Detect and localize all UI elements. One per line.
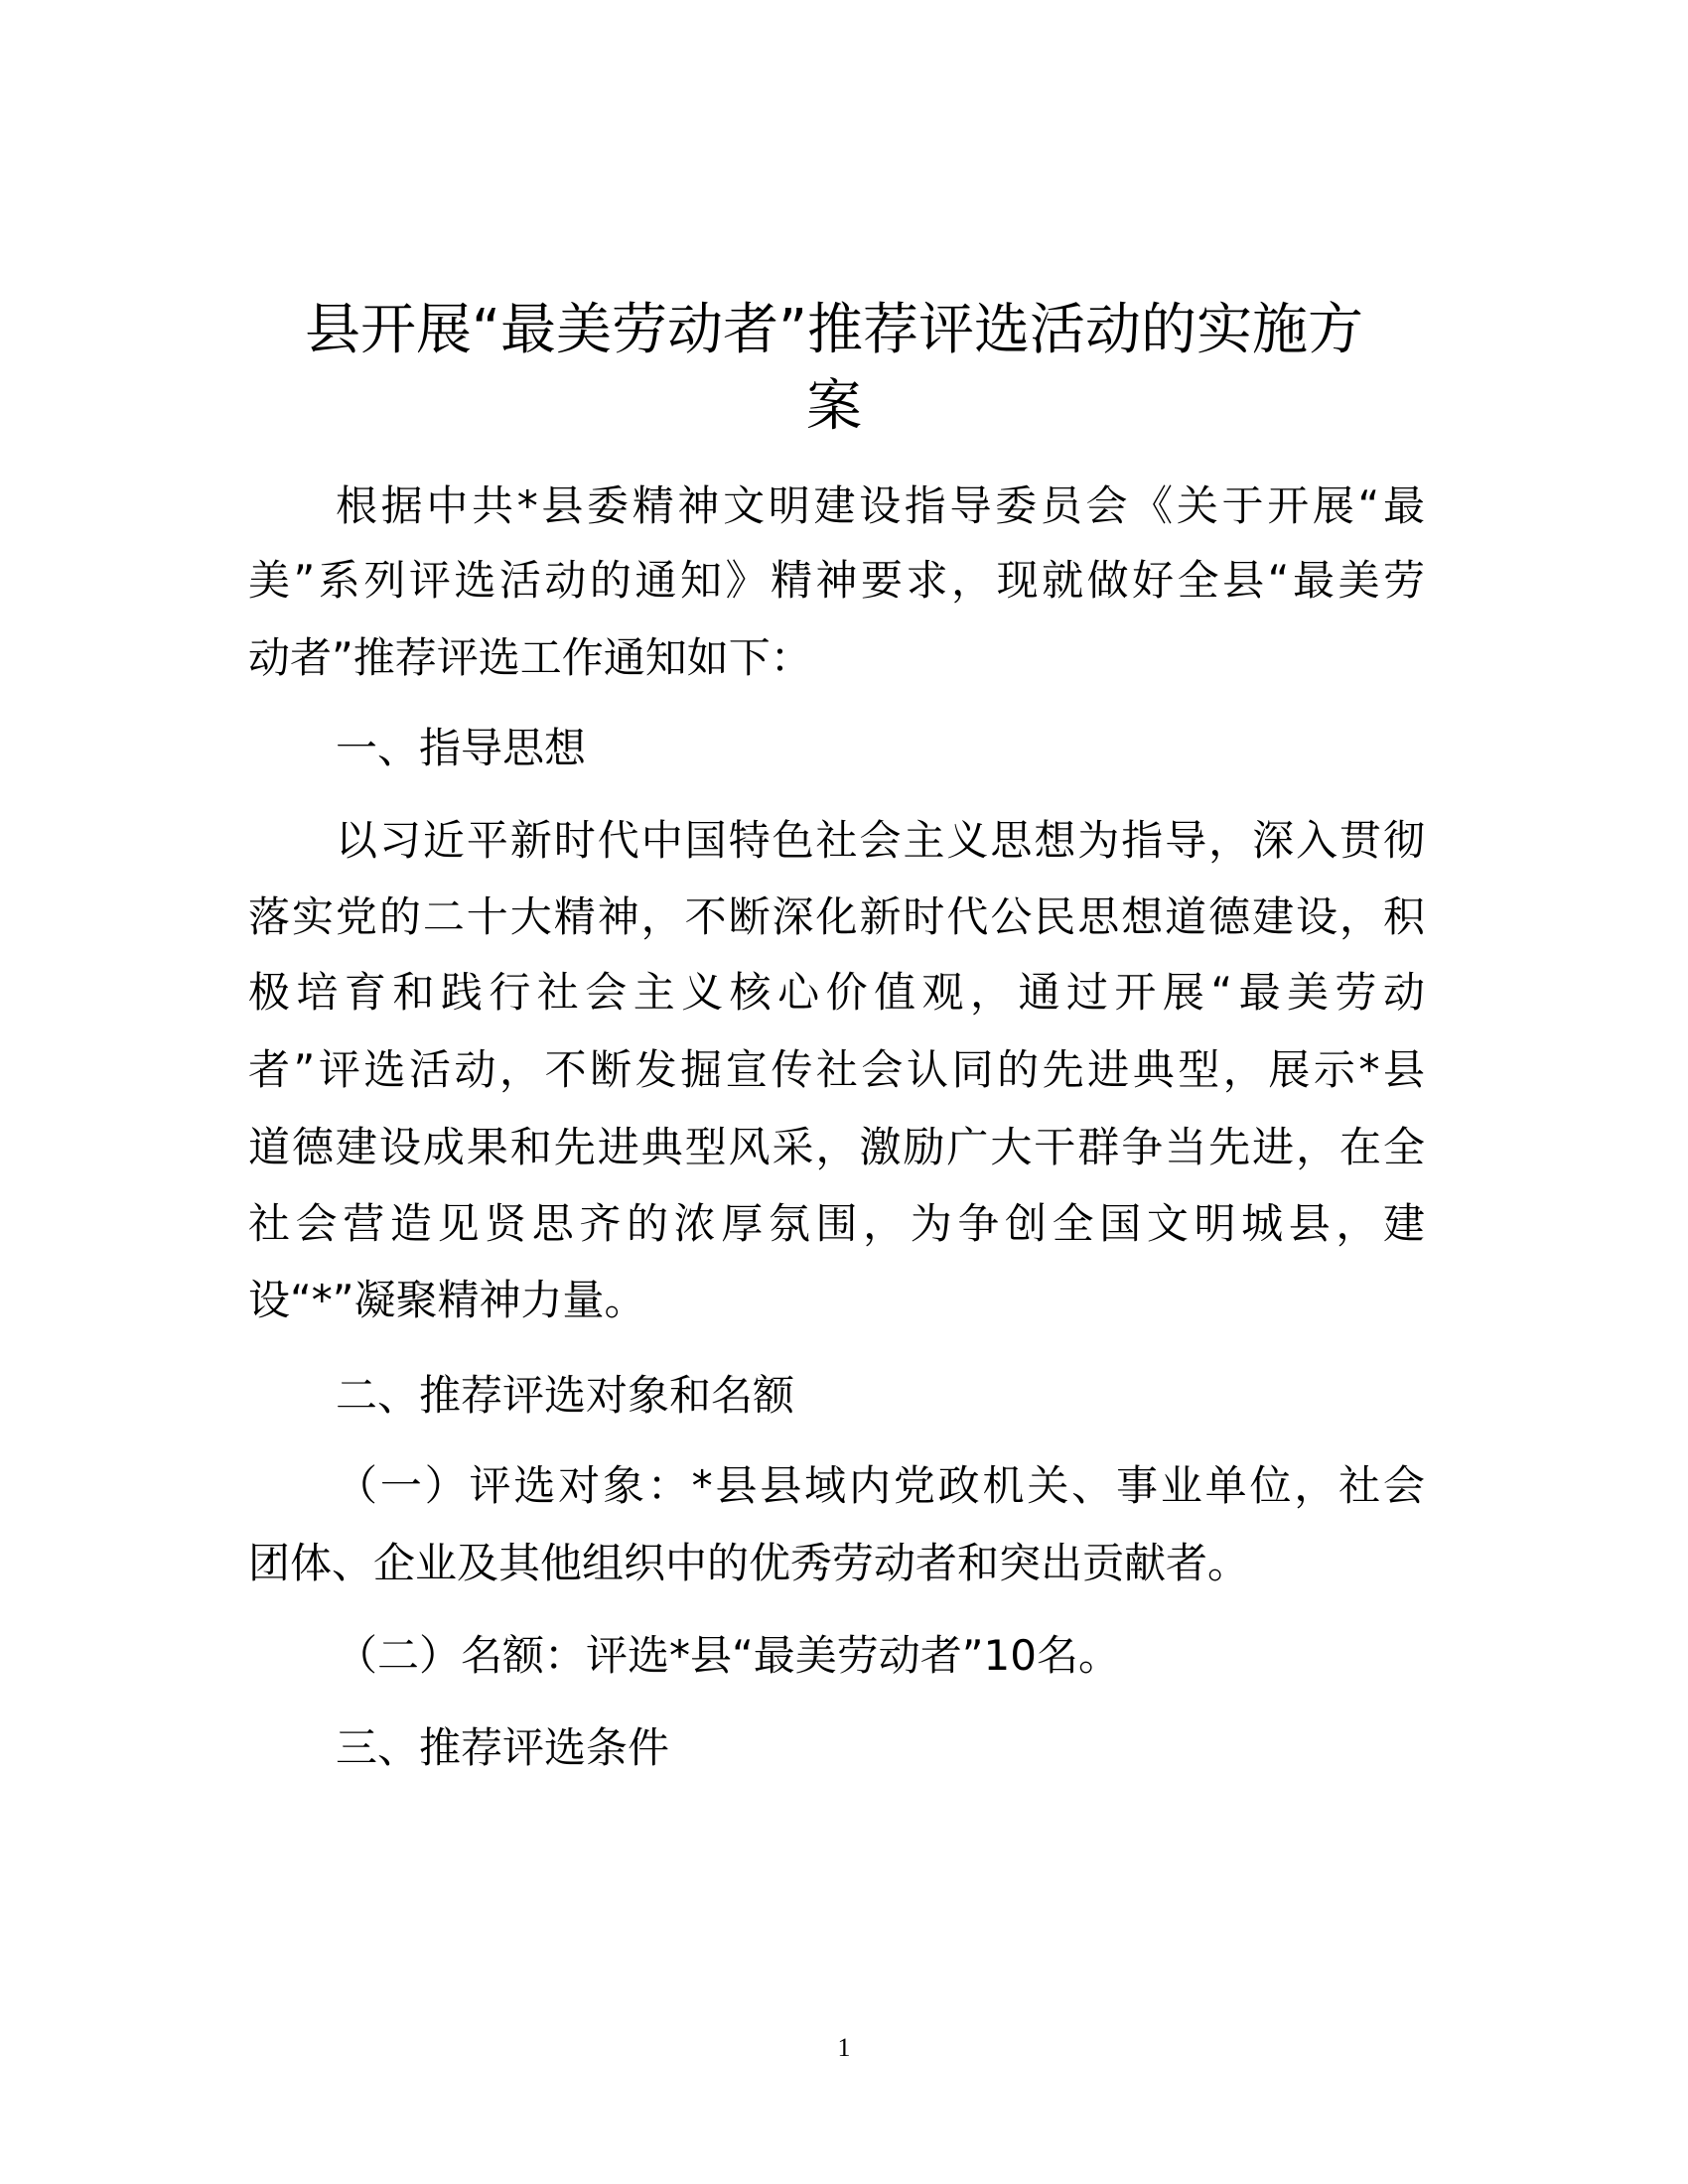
paragraph-line: 动者”推荐评选工作通知如下： — [248, 633, 812, 682]
paragraph-line: （一）评选对象：*县县域内党政机关、事业单位，社会 — [336, 1461, 1425, 1510]
paragraph-line: 美”系列评选活动的通知》精神要求，现就做好全县“最美劳 — [248, 556, 1425, 605]
paragraph-line: 落实党的二十大精神，不断深化新时代公民思想道德建设，积 — [248, 892, 1425, 941]
paragraph-line: 社会营造见贤思齐的浓厚氛围，为争创全国文明城县，建 — [248, 1199, 1425, 1248]
title-line: 案 — [806, 374, 862, 439]
section-heading: 二、推荐评选对象和名额 — [336, 1371, 795, 1420]
paragraph-line: 者”评选活动，不断发掘宣传社会认同的先进典型，展示*县 — [248, 1045, 1425, 1094]
paragraph-line: 以习近平新时代中国特色社会主义思想为指导，深入贯彻 — [336, 816, 1425, 865]
paragraph-line: 团体、企业及其他组织中的优秀劳动者和突出贡献者。 — [248, 1539, 1250, 1587]
paragraph-line: 极培育和践行社会主义核心价值观，通过开展“最美劳动 — [248, 968, 1425, 1017]
section-heading: 三、推荐评选条件 — [336, 1723, 670, 1772]
title-line: 县开展“最美劳动者”推荐评选活动的实施方 — [304, 298, 1364, 362]
section-heading: 一、指导思想 — [336, 724, 587, 772]
paragraph-line: 设“*”凝聚精神力量。 — [248, 1276, 646, 1324]
paragraph-line: （二）名额：评选*县“最美劳动者”10名。 — [336, 1631, 1120, 1680]
paragraph-line: 根据中共*县委精神文明建设指导委员会《关于开展“最 — [336, 481, 1425, 530]
paragraph-line: 道德建设成果和先进典型风采，激励广大干群争当先进，在全 — [248, 1123, 1425, 1171]
page-number: 1 — [837, 2033, 851, 2062]
